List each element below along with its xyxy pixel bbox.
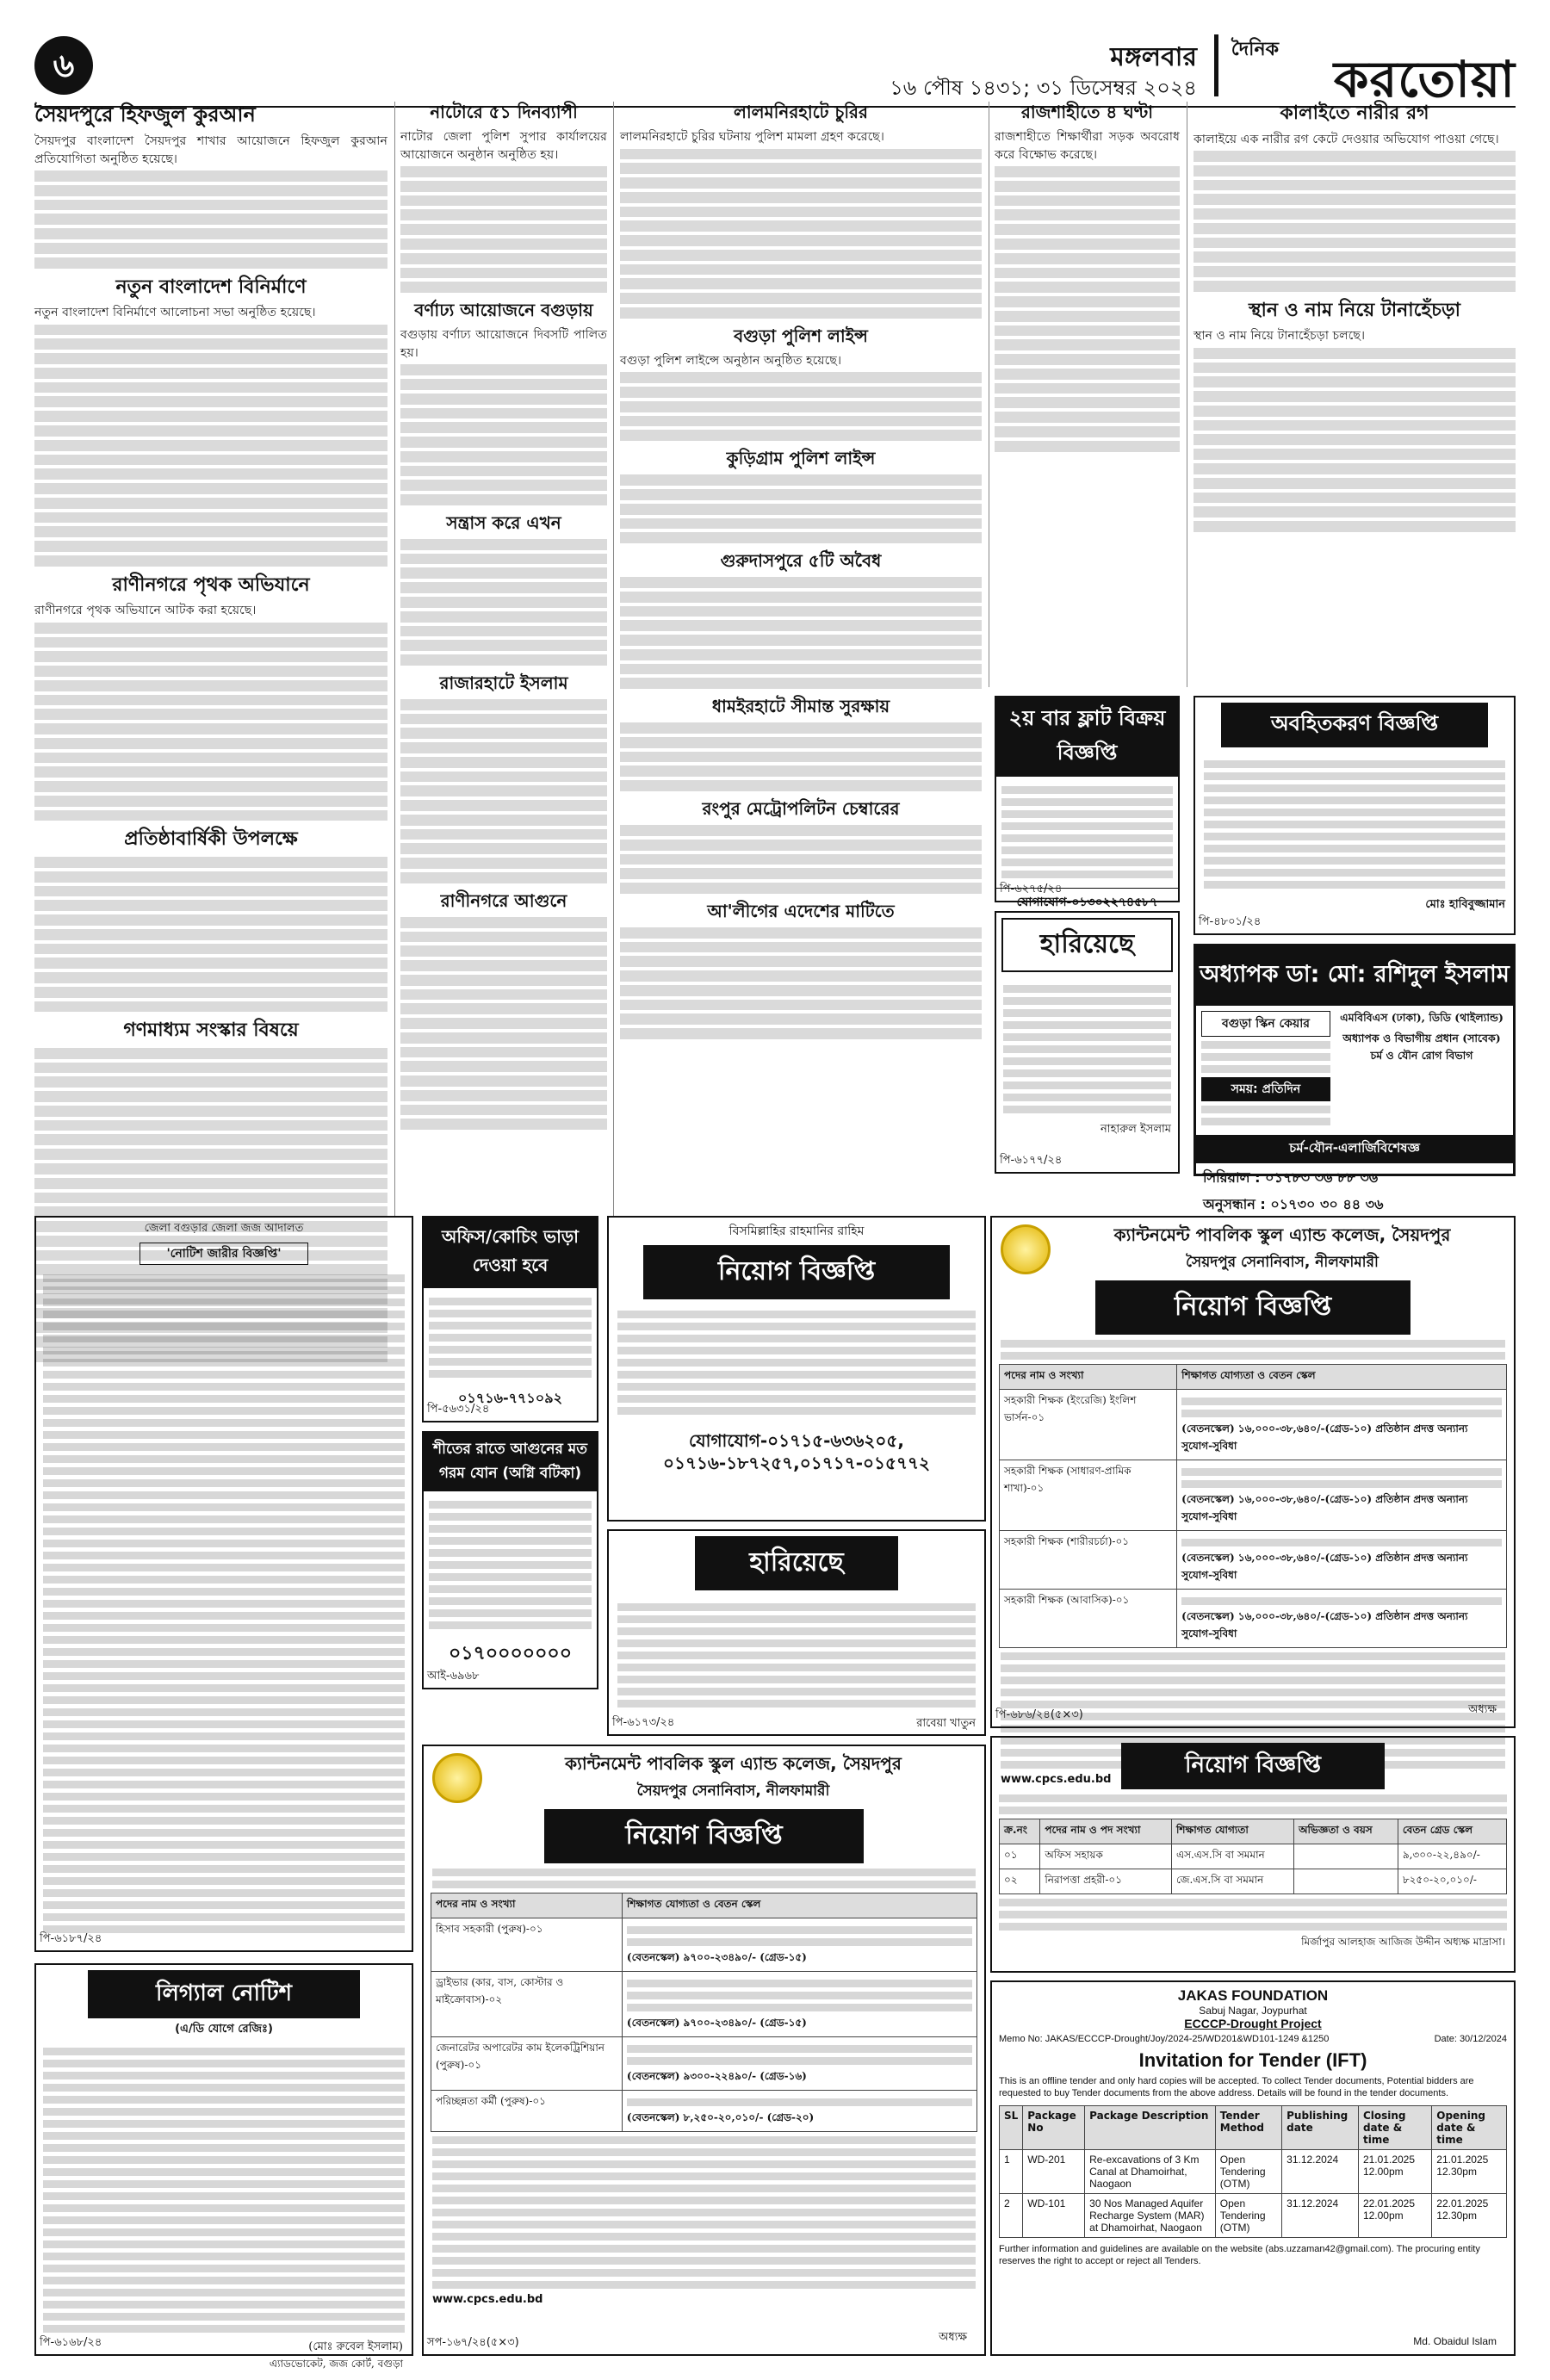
article-headline: কুড়িগ্রাম পুলিশ লাইন্স xyxy=(726,448,876,469)
article-headline: গণমাধ্যম সংস্কার বিষয়ে xyxy=(123,1020,299,1042)
ad-title: নিয়োগ বিজ্ঞপ্তি xyxy=(1095,1280,1410,1335)
table-header: ক্র.নং xyxy=(1000,1819,1040,1844)
madrasa-job-ad xyxy=(990,1736,1516,1973)
ad-title: অবহিতকরণ বিজ্ঞপ্তি xyxy=(1221,703,1488,747)
job-table xyxy=(999,1819,1507,1894)
article-body xyxy=(1194,131,1516,292)
school-name: ক্যান্টনমেন্ট পাবলিক স্কুল এ্যান্ড কলেজ, সৈয়দপুর xyxy=(565,1753,902,1774)
ad-title: অফিস/কোচিং ভাড়া দেওয়া হবে xyxy=(424,1218,597,1288)
table-row xyxy=(1000,1844,1507,1869)
column-divider xyxy=(394,102,395,1217)
school-website: www.cpcs.edu.bd xyxy=(1001,1773,1112,1786)
article-headline: রাণীনগরে পৃথক অভিযানে xyxy=(112,573,310,596)
table-cell: WD-101 xyxy=(1023,2193,1085,2237)
time-label: সময়: প্রতিদিন xyxy=(1201,1077,1330,1101)
article-body xyxy=(34,133,388,269)
article-body xyxy=(400,539,607,666)
ad-code: পি-৬১৮৭/২৪ xyxy=(40,1932,102,1945)
table-header: শিক্ষাগত যোগ্যতা ও বেতন স্কেল xyxy=(622,1893,976,1918)
table-cell: নিরাপত্তা প্রহরী-০১ xyxy=(1040,1869,1172,1894)
ad-signer: অধ্যক্ষ xyxy=(1468,1703,1497,1716)
table-cell: Open Tendering (OTM) xyxy=(1215,2193,1281,2237)
legal-notice-ad xyxy=(34,1963,413,2370)
article-lead: রাজশাহীতে শিক্ষার্থীরা সড়ক অবরোধ করে বিক্ষোভ করেছে। xyxy=(995,130,1180,162)
article-lead: স্থান ও নাম নিয়ে টানাহেঁচড়া চলছে। xyxy=(1194,329,1366,344)
project-name: ECCCP-Drought Project xyxy=(1184,2017,1322,2030)
winter-ad xyxy=(422,1431,598,1689)
pay-cell xyxy=(1177,1390,1507,1460)
article-headline: লালমনিরহাটে চুরির xyxy=(733,102,869,122)
article-headline: গুরুদাসপুরে ৫টি অবৈধ xyxy=(720,550,882,572)
pay-cell xyxy=(1177,1460,1507,1531)
article-headline: রাজারহাটে ইসলাম xyxy=(439,672,568,693)
ad-contact: যোগাযোগ-০১৭১৫-৬৩৬২০৫, ০১৭১৬-১৮৭২৫৭,০১৭১৭-০১৫৭৭২ xyxy=(662,1430,931,1473)
doctor-degree: এমবিবিএস (ঢাকা), ডিডি (থাইল্যান্ড) xyxy=(1340,1011,1504,1024)
pay-text: (বেতনস্কেল) ১৬,০০০-৩৮,৬৪০/-(গ্রেড-১০) প্রতিষ্ঠান প্রদত্ত অন্যান্য সুযোগ-সুবিধা xyxy=(1181,1493,1468,1522)
article-headline: বগুড়া পুলিশ লাইন্স xyxy=(734,325,868,346)
ad-title: হারিয়েছে xyxy=(1001,918,1173,972)
article-lead: কালাইয়ে এক নারীর রগ কেটে দেওয়ার অভিযোগ পাওয়া গেছে। xyxy=(1194,132,1499,146)
post-cell: সহকারী শিক্ষক (ইংরেজি) ইংলিশ ভার্সন-০১ xyxy=(1000,1390,1177,1460)
table-row xyxy=(1000,1390,1507,1460)
ad-phone: ০১৭০০০০০০০ xyxy=(448,1643,572,1664)
masthead-divider xyxy=(1214,34,1218,96)
ad-code: পি-৬১৬৮/২৪ xyxy=(40,2336,102,2349)
table-cell: Re-excavations of 3 Km Canal at Dhamoirhat, Naogaon xyxy=(1085,2149,1216,2193)
table-cell: 31.12.2024 xyxy=(1282,2149,1359,2193)
table-cell: 1 xyxy=(1000,2149,1023,2193)
post-cell: সহকারী শিক্ষক (আবাসিক)-০১ xyxy=(1000,1590,1177,1648)
pay-text: (বেতনস্কেল) ৯৭০০-২৩৪৯০/- (গ্রেড-১৫) xyxy=(626,2017,807,2029)
job-table xyxy=(431,1893,977,2132)
masthead xyxy=(34,26,1516,108)
article-lead: নাটোর জেলা পুলিশ সুপার কার্যালয়ের আয়োজনে অনুষ্ঠান অনুষ্ঠিত হয়। xyxy=(400,130,607,162)
column-3 xyxy=(620,102,982,1043)
article-headline: রাজশাহীতে ৪ ঘণ্টা xyxy=(1020,102,1154,122)
table-cell: 21.01.2025 12.30pm xyxy=(1432,2149,1507,2193)
article-body xyxy=(620,128,982,319)
table-header: Closing date & time xyxy=(1358,2105,1431,2149)
article-body xyxy=(400,128,607,293)
ad-title: নিয়োগ বিজ্ঞপ্তি xyxy=(643,1245,950,1299)
table-header: Package No xyxy=(1023,2105,1085,2149)
table-header: Opening date & time xyxy=(1432,2105,1507,2149)
pay-text: (বেতনস্কেল) ১৬,০০০-৩৮,৬৪০/-(গ্রেড-১০) প্রতিষ্ঠান প্রদত্ত অন্যান্য সুযোগ-সুবিধা xyxy=(1181,1610,1468,1639)
post-cell: সহকারী শিক্ষক (সাধারণ-প্রামিক শাখা)-০১ xyxy=(1000,1460,1177,1531)
article-body xyxy=(620,577,982,689)
info-phone: ০১৭৩০ ৩০ ৪৪ ৩৬ xyxy=(1270,1196,1384,1212)
article-headline: রাণীনগরে আগুনে xyxy=(440,889,567,911)
table-cell: 31.12.2024 xyxy=(1282,2193,1359,2237)
table-cell: অফিস সহায়ক xyxy=(1040,1844,1172,1869)
school-logo-icon xyxy=(1001,1224,1051,1274)
article-body xyxy=(400,917,607,1130)
article-body xyxy=(620,474,982,543)
article-headline: নাটোরে ৫১ দিনব্যাপী xyxy=(430,102,578,122)
article-headline: স্থান ও নাম নিয়ে টানাহেঁচড়া xyxy=(1248,299,1461,321)
school-address: সৈয়দপুর সেনানিবাস, নীলফামারী xyxy=(1186,1254,1379,1271)
info-label: অনুসন্ধান : xyxy=(1203,1196,1266,1212)
ad-title: 'নোটিশ জারীর বিজ্ঞপ্তি' xyxy=(140,1243,308,1265)
school-name: ক্যান্টনমেন্ট পাবলিক স্কুল এ্যান্ড কলেজ, সৈয়দপুর xyxy=(1113,1224,1451,1245)
doctor-ad xyxy=(1194,944,1516,1212)
post-cell: জেনারেটর অপারেটর কাম ইলেকট্রিশিয়ান (পুরুষ)-০১ xyxy=(431,2037,623,2091)
table-row xyxy=(1000,2149,1507,2193)
table-cell xyxy=(1294,1844,1398,1869)
ad-code: পি-৬১৭৭/২৪ xyxy=(1000,1154,1063,1167)
article-body xyxy=(34,602,388,821)
pay-text: (বেতনস্কেল) ৮,২৫০-২০,০১০/- (গ্রেড-২০) xyxy=(626,2111,815,2123)
table-cell: ০১ xyxy=(1000,1844,1040,1869)
table-row xyxy=(1000,2193,1507,2237)
pay-cell xyxy=(622,1918,976,1972)
article-body xyxy=(995,128,1180,452)
cantonment-job-ad-top xyxy=(990,1216,1516,1786)
memo-date: Date: 30/12/2024 xyxy=(1434,2034,1507,2044)
ad-signer: Md. Obaidul Islam xyxy=(1413,2335,1497,2347)
article-lead: বগুড়া পুলিশ লাইন্সে অনুষ্ঠান অনুষ্ঠিত হয়েছে। xyxy=(620,353,842,368)
lost-ad xyxy=(995,911,1180,1174)
article-lead: নতুন বাংলাদেশ বিনির্মাণে আলোচনা সভা অনুষ্ঠিত হয়েছে। xyxy=(34,306,316,320)
doctor-name: অধ্যাপক ডা: মো: রশিদুল ইসলাম xyxy=(1196,946,1513,1006)
date-label: ১৬ পৌষ ১৪৩১; ৩১ ডিসেম্বর ২০২৪ xyxy=(890,76,1197,100)
table-header: শিক্ষাগত যোগ্যতা ও বেতন স্কেল xyxy=(1177,1365,1507,1390)
day-label: মঙ্গলবার xyxy=(1110,42,1197,72)
article-headline: নতুন বাংলাদেশ বিনির্মাণে xyxy=(115,276,307,298)
post-cell: ড্রাইভার (কার, বাস, কোস্টার ও মাইক্রোবাস)-০২ xyxy=(431,1972,623,2037)
ad-signer-role: এ্যাডভোকেট, জজ কোর্ট, বগুড়া xyxy=(269,2358,403,2370)
pay-cell xyxy=(1177,1590,1507,1648)
ad-code: পি-৬২৭৫/২৪ xyxy=(1000,883,1063,896)
table-header: অভিজ্ঞতা ও বয়স xyxy=(1294,1819,1398,1844)
ad-contact: যোগাযোগ-০১৩০২২৭৪৫৮৭ xyxy=(996,888,1178,916)
table-header: Publishing date xyxy=(1282,2105,1359,2149)
table-cell: জে.এস.সি বা সমমান xyxy=(1171,1869,1293,1894)
flat-sale-ad xyxy=(995,696,1180,909)
ad-signer: মির্জাপুর আলহাজ আজিজ উদ্দীন অধ্যক্ষ মাদ্রাসা। xyxy=(1301,1936,1505,1948)
pay-text: (বেতনস্কেল) ১৬,০০০-৩৮,৬৪০/-(গ্রেড-১০) প্রতিষ্ঠান প্রদত্ত অন্যান্য সুযোগ-সুবিধা xyxy=(1181,1422,1468,1452)
ad-code: সপ-১৬৭/২৪(৫×৩) xyxy=(427,2336,519,2349)
article-body xyxy=(34,304,388,567)
table-header: SL xyxy=(1000,2105,1023,2149)
article-body xyxy=(620,352,982,441)
tender-intro: This is an offline tender and only hard copies will be accepted. To collect Tender documents, Potential bidders are requested to buy Tender documents from the above address. Details will be found in the tender documents. xyxy=(999,2076,1474,2099)
table-cell: 30 Nos Managed Aquifer Recharge System (MAR) at Dhamoirhat, Naogaon xyxy=(1085,2193,1216,2237)
notice-ad xyxy=(1194,696,1516,935)
article-headline: প্রতিষ্ঠাবার্ষিকী উপলক্ষে xyxy=(124,828,298,851)
pay-text: (বেতনস্কেল) ৯৭০০-২৩৪৯০/- (গ্রেড-১৫) xyxy=(626,1951,807,1963)
ad-signer: রাবেয়া খাতুন xyxy=(916,1717,976,1730)
org-name: JAKAS FOUNDATION xyxy=(1177,1987,1329,2004)
ad-code: আই-৬৯৬৮ xyxy=(427,1670,480,1683)
column-2 xyxy=(400,102,607,1133)
pay-cell xyxy=(622,2091,976,2132)
article-lead: বগুড়ায় বর্ণাঢ্য আয়োজনে দিবসটি পালিত হয়। xyxy=(400,328,607,360)
ad-title: শীতের রাতে আগুনের মত গরম যোন (অগ্নি বটিকা) xyxy=(424,1433,597,1491)
table-header: পদের নাম ও সংখ্যা xyxy=(1000,1365,1177,1390)
table-row xyxy=(431,1918,977,1972)
article-headline: রংপুর মেট্রোপলিটন চেম্বারের xyxy=(702,797,900,819)
article-body xyxy=(400,326,607,505)
jakas-tender-ad xyxy=(990,1980,1516,2356)
chamber-name: বগুড়া স্কিন কেয়ার xyxy=(1201,1011,1330,1037)
post-cell: হিসাব সহকারী (পুরুষ)-০১ xyxy=(431,1918,623,1972)
table-cell: 22.01.2025 12.30pm xyxy=(1432,2193,1507,2237)
ad-signer: (মোঃ রুবেল ইসলাম) xyxy=(308,2340,403,2353)
table-cell: WD-201 xyxy=(1023,2149,1085,2193)
lost-ad-2 xyxy=(607,1529,986,1736)
brand-logo: করতোয়া xyxy=(1333,50,1516,108)
table-row xyxy=(431,2091,977,2132)
table-row xyxy=(431,2037,977,2091)
ad-code: পি-৪৮০১/২৪ xyxy=(1199,915,1262,928)
table-cell: 22.01.2025 12.00pm xyxy=(1358,2193,1431,2237)
column-1 xyxy=(34,102,388,1366)
tender-table xyxy=(999,2105,1507,2238)
table-cell: ০২ xyxy=(1000,1869,1040,1894)
article-headline: বর্ণাঢ্য আয়োজনে বগুড়ায় xyxy=(414,300,593,321)
ad-title: লিগ্যাল নোটিশ xyxy=(88,1970,360,2018)
article-body xyxy=(620,722,982,791)
ad-title: ২য় বার ফ্লাট বিক্রয় বিজ্ঞপ্তি xyxy=(996,697,1178,777)
ad-signer: মোঃ হাবিবুজ্জামান xyxy=(1425,898,1505,911)
rent-ad xyxy=(422,1216,598,1422)
ad-subtitle: (এ/ডি যোগে রেজিঃ) xyxy=(175,2023,273,2036)
table-cell: Open Tendering (OTM) xyxy=(1215,2149,1281,2193)
table-row xyxy=(1000,1590,1507,1648)
table-header: Package Description xyxy=(1085,2105,1216,2149)
table-header: শিক্ষাগত যোগ্যতা xyxy=(1171,1819,1293,1844)
pay-cell xyxy=(622,2037,976,2091)
ad-code: পি-৬১৭৩/২৪ xyxy=(612,1716,675,1729)
pay-cell xyxy=(1177,1531,1507,1590)
table-row xyxy=(1000,1869,1507,1894)
article-headline: আ'লীগের এদেশের মাটিতে xyxy=(707,900,895,921)
pay-cell xyxy=(622,1972,976,2037)
school-address: সৈয়দপুর সেনানিবাস, নীলফামারী xyxy=(636,1782,830,1800)
table-row xyxy=(1000,1531,1507,1590)
table-row xyxy=(1000,1460,1507,1531)
article-lead: রাণীনগরে পৃথক অভিযানে আটক করা হয়েছে। xyxy=(34,604,257,618)
ad-contact: ০১৭১৬-৭৭১০৯২ xyxy=(458,1390,562,1406)
post-cell: সহকারী শিক্ষক (শারীরচর্চা)-০১ xyxy=(1000,1531,1177,1590)
doctor-title: অধ্যাপক ও বিভাগীয় প্রধান (সাবেক) চর্ম ও যৌন রোগ বিভাগ xyxy=(1342,1032,1501,1062)
article-headline: কালাইতে নারীর রগ xyxy=(1280,102,1429,124)
table-header: বেতন গ্রেড স্কেল xyxy=(1398,1819,1506,1844)
table-cell: 2 xyxy=(1000,2193,1023,2237)
memo-number: Memo No: JAKAS/ECCCP-Drought/Joy/2024-25/WD201&WD101-1249 &1250 xyxy=(999,2034,1330,2044)
article-headline: সন্ত্রাস করে এখন xyxy=(446,511,561,533)
column-4 xyxy=(995,102,1180,456)
article-headline: ধামইরহাটে সীমান্ত সুরক্ষায় xyxy=(711,696,890,717)
table-header: পদের নাম ও পদ সংখ্যা xyxy=(1040,1819,1172,1844)
article-body xyxy=(1194,327,1516,532)
pay-text: (বেতনস্কেল) ১৬,০০০-৩৮,৬৪০/-(গ্রেড-১০) প্রতিষ্ঠান প্রদত্ত অন্যান্য সুযোগ-সুবিধা xyxy=(1181,1552,1468,1581)
post-cell: পরিচ্ছন্নতা কর্মী (পুরুষ)-০১ xyxy=(431,2091,623,2132)
column-5 xyxy=(1194,102,1516,536)
pay-text: (বেতনস্কেল) ৯৩০০-২২৪৯০/- (গ্রেড-১৬) xyxy=(626,2070,807,2082)
school-website: www.cpcs.edu.bd xyxy=(432,2293,543,2306)
court-name: জেলা বগুড়ার জেলা জজ আদালত xyxy=(144,1222,304,1235)
page-number-badge: ৬ xyxy=(34,36,93,95)
article-body xyxy=(34,857,388,1012)
ad-code: পি-৫৬৩১/২৪ xyxy=(427,1403,490,1416)
serial-label: সিরিয়াল : xyxy=(1203,1169,1261,1186)
ad-header: বিসমিল্লাহির রাহমানির রাহিম xyxy=(728,1224,865,1238)
tender-footer: Further information and guidelines are available on the website (abs.uzzaman42@gmail.com). The procuring entity reserves the right to accept or reject all Tenders. xyxy=(999,2243,1480,2266)
ad-title: হারিয়েছে xyxy=(695,1536,898,1590)
cantonment-job-ad-bottom xyxy=(422,1745,986,2356)
table-row xyxy=(431,1972,977,2037)
article-body xyxy=(620,927,982,1039)
ad-title: নিয়োগ বিজ্ঞপ্তি xyxy=(1121,1743,1385,1789)
ad-title: নিয়োগ বিজ্ঞপ্তি xyxy=(544,1809,864,1863)
article-lead: লালমনিরহাটে চুরির ঘটনায় পুলিশ মামলা গ্রহণ করেছে। xyxy=(620,130,884,144)
job-table xyxy=(999,1364,1507,1648)
table-header: পদের নাম ও সংখ্যা xyxy=(431,1893,623,1918)
column-divider xyxy=(613,102,614,1217)
doctor-specialty: চর্ম-যৌন-এলার্জিবিশেষজ্ঞ xyxy=(1196,1135,1513,1163)
school-logo-icon xyxy=(432,1753,482,1803)
table-cell: ৮২৫০-২০,০১০/- xyxy=(1398,1869,1506,1894)
brand-prefix: দৈনিক xyxy=(1231,39,1279,60)
org-address: Sabuj Nagar, Joypurhat xyxy=(1199,2005,1307,2017)
table-header: Tender Method xyxy=(1215,2105,1281,2149)
table-cell: ৯,৩০০-২২,৪৯০/- xyxy=(1398,1844,1506,1869)
ad-signer: নাহারুল ইসলাম xyxy=(1100,1123,1171,1136)
serial-phone: ০১৭৮৩ ৩৬ ৮৮ ৩৬ xyxy=(1265,1169,1379,1186)
table-cell: এস.এস.সি বা সমমান xyxy=(1171,1844,1293,1869)
table-cell: 21.01.2025 12.00pm xyxy=(1358,2149,1431,2193)
job-ad xyxy=(607,1216,986,1522)
article-lead: সৈয়দপুর বাংলাদেশ সৈয়দপুর শাখার আয়োজনে হিফজুল কুরআন প্রতিযোগিতা অনুষ্ঠিত হয়েছে। xyxy=(34,134,388,166)
table-cell xyxy=(1294,1869,1398,1894)
ad-code: পি-৬৮৬/২৪(৫×৩) xyxy=(995,1708,1083,1721)
tender-title: Invitation for Tender (IFT) xyxy=(1138,2049,1367,2071)
article-body xyxy=(400,699,607,883)
ad-signer: অধ্যক্ষ xyxy=(939,2331,967,2344)
article-headline: সৈয়দপুরে হিফজুল কুরআন xyxy=(34,102,256,127)
court-notice-ad xyxy=(34,1216,413,1952)
article-body xyxy=(620,825,982,894)
